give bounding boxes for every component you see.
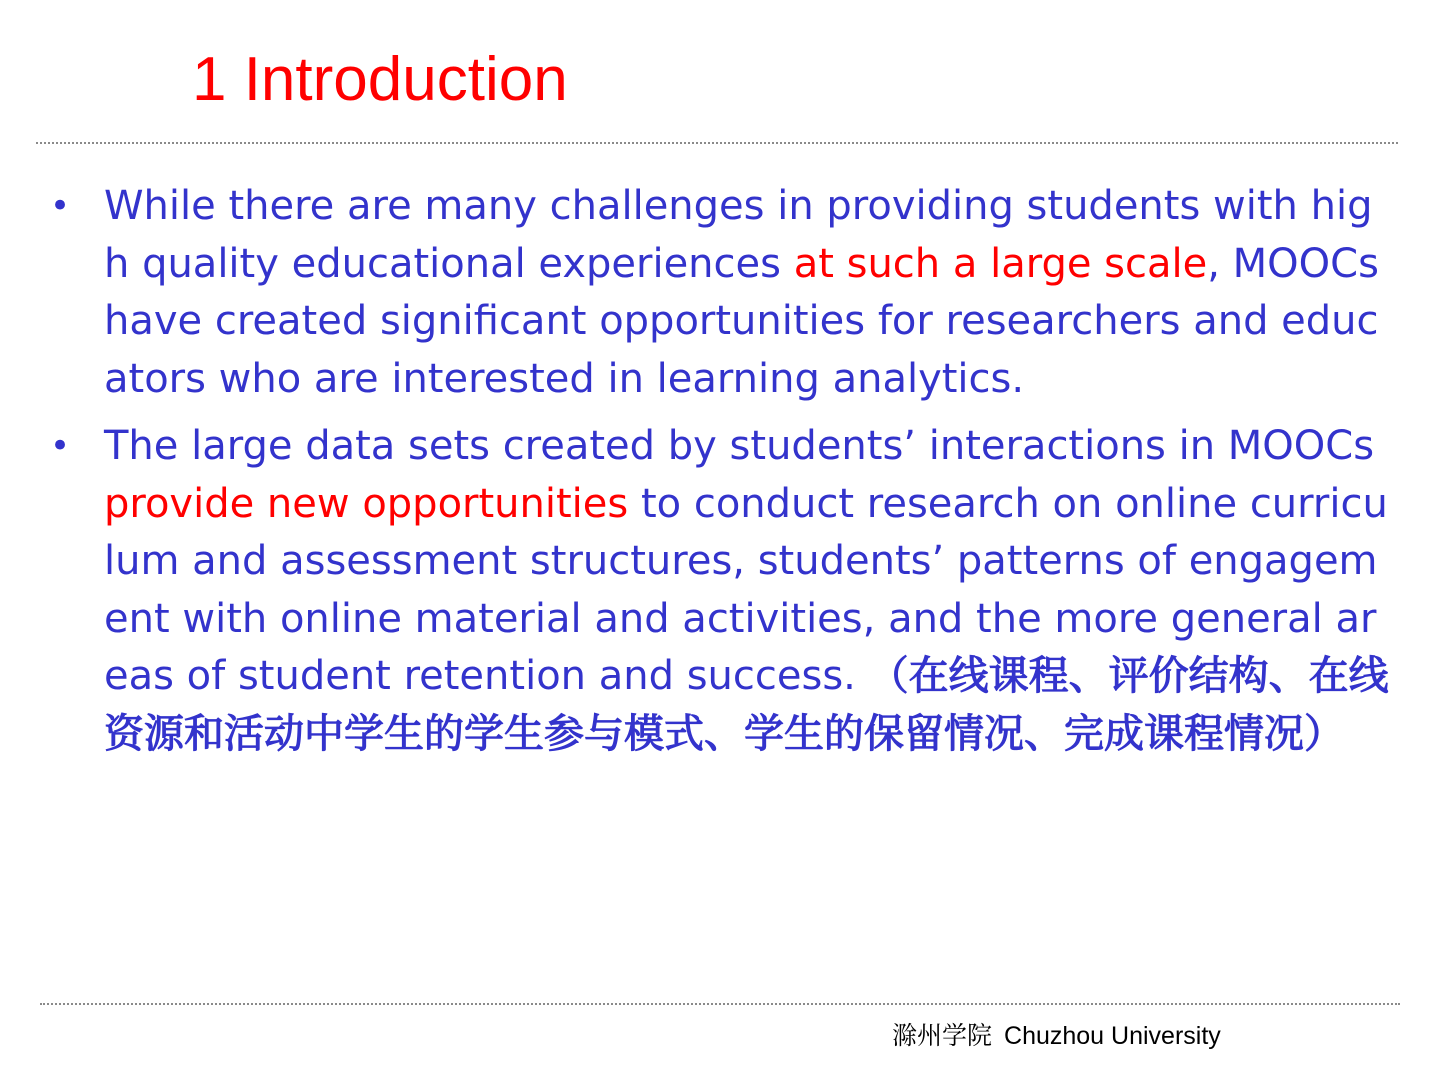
bullet-item-2 xyxy=(48,418,1396,763)
footer xyxy=(892,1016,1221,1052)
bullet-dot-icon: • xyxy=(50,186,71,226)
bullet-list xyxy=(48,178,1396,773)
top-divider xyxy=(36,142,1398,144)
bullet-2-highlight: provide new opportunities xyxy=(104,480,629,527)
slide-title: 1 Introduction xyxy=(192,45,568,114)
bullet-dot-icon: • xyxy=(50,426,71,466)
footer-university-en: Chuzhou University xyxy=(1004,1022,1221,1050)
bullet-1-highlight: at such a large scale xyxy=(793,240,1208,287)
bullet-2-chinese-note: （在线课程、评价结构、在线资源和活动中学生的学生参与模式、学生的保留情况、完成课程情况） xyxy=(104,653,1389,757)
bullet-1-text-after: , MOOCs have created significant opportunities for researchers and educators who are interested in learning analytics. xyxy=(104,240,1379,402)
bullet-item-1 xyxy=(48,178,1396,408)
bullet-2-text-before: The large data sets created by students’ interactions in MOOCs xyxy=(104,423,1375,469)
bottom-divider xyxy=(40,1003,1400,1005)
bullet-1-text-before: While there are many challenges in providing students with high quality educational experiences xyxy=(104,183,1373,287)
footer-university-cn: 滁州学院 xyxy=(892,1021,993,1050)
bullet-2-text-after: to conduct research on online curriculum and assessment structures, students’ patterns of engagement with online material and activities, and the more general areas of student retention and success. xyxy=(104,480,1388,699)
